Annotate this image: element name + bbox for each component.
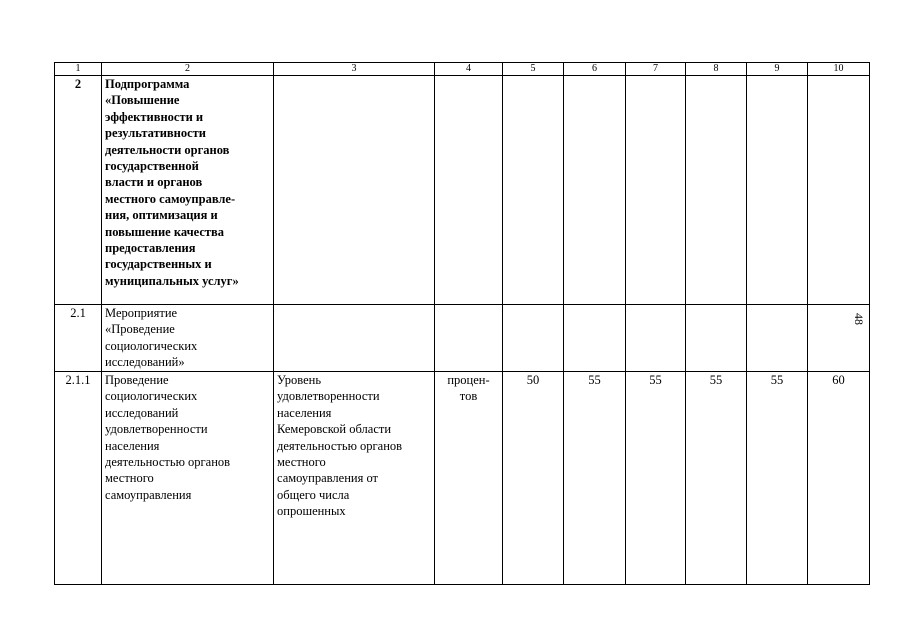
value-cell — [808, 76, 870, 305]
column-number: 9 — [747, 63, 808, 76]
value-cell — [564, 76, 626, 305]
column-number: 4 — [435, 63, 503, 76]
value-cell: 55 — [747, 372, 808, 585]
value-cell: 55 — [564, 372, 626, 585]
table-row — [55, 76, 870, 305]
page-number: 48 — [852, 313, 866, 325]
column-number-row — [55, 63, 870, 76]
indicator-cell — [274, 305, 435, 372]
table-row — [55, 372, 870, 585]
value-cell: 50 — [503, 372, 564, 585]
unit-cell — [435, 305, 503, 372]
value-cell — [747, 305, 808, 372]
value-cell — [686, 305, 747, 372]
unit-cell — [435, 76, 503, 305]
value-cell: 55 — [626, 372, 686, 585]
indicator-cell — [274, 76, 435, 305]
row-number: 2 — [55, 76, 102, 305]
value-cell — [564, 305, 626, 372]
table-row — [55, 305, 870, 372]
value-cell — [747, 76, 808, 305]
value-cell — [626, 305, 686, 372]
value-cell — [626, 76, 686, 305]
row-number: 2.1.1 — [55, 372, 102, 585]
row-number: 2.1 — [55, 305, 102, 372]
subprogram-title: Подпрограмма «Повышение эффективности и результативности деятельности органов государственной власти и органов местного самоуправле- ния, оптимизация и повышение качества предоставления государственных и муниципальных услуг» — [102, 76, 274, 305]
column-number: 3 — [274, 63, 435, 76]
column-number: 10 — [808, 63, 870, 76]
column-number: 8 — [686, 63, 747, 76]
column-number: 7 — [626, 63, 686, 76]
value-cell — [503, 305, 564, 372]
value-cell: 60 — [808, 372, 870, 585]
column-number: 6 — [564, 63, 626, 76]
value-cell — [686, 76, 747, 305]
value-cell — [503, 76, 564, 305]
column-number: 2 — [102, 63, 274, 76]
column-number: 5 — [503, 63, 564, 76]
measure-description: Проведение социологических исследований удовлетворенности населения деятельностью органов местного самоуправления — [102, 372, 274, 585]
column-number: 1 — [55, 63, 102, 76]
unit-cell: процен- тов — [435, 372, 503, 585]
indicator-cell: Уровень удовлетворенности населения Кемеровской области деятельностью органов местного самоуправления от общего числа опрошенных — [274, 372, 435, 585]
value-cell: 55 — [686, 372, 747, 585]
indicators-table — [54, 62, 870, 585]
activity-title: Мероприятие «Проведение социологических исследований» — [102, 305, 274, 372]
